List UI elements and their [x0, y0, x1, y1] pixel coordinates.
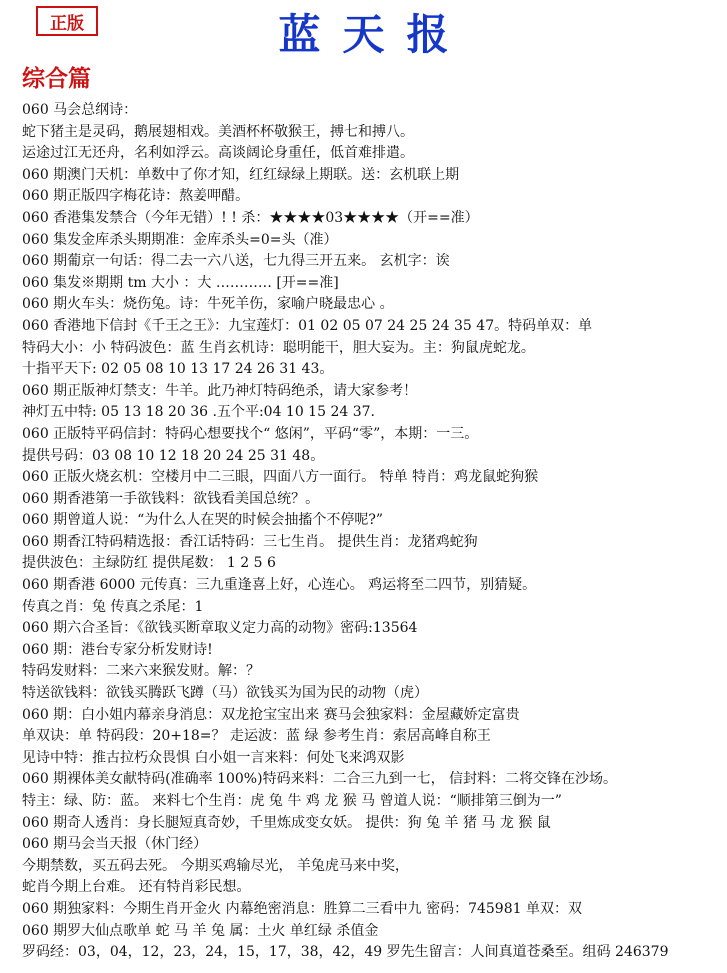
- text-line: 蛇肖今期上台难。 还有特肖彩民想。: [22, 879, 251, 896]
- text-line: 060 期火车头：烧伤兔。诗：牛死羊伤，家喻户晓最忠心 。: [22, 296, 394, 313]
- text-line: 特送欲钱料：欲钱买腾跃飞蹲（马）欲钱买为国为民的动物（虎）: [22, 685, 428, 702]
- text-line: 060 期独家料：今期生肖开金火 内幕绝密消息：胜算二三看中九 密码：745981 单双：双: [22, 900, 582, 917]
- text-line: 提供号码：03 08 10 12 18 20 24 25 31 48。: [22, 447, 325, 464]
- text-line: 特码大小：小 特码波色：蓝 生肖玄机诗：聪明能干，胆大妄为。主：狗鼠虎蛇龙。: [22, 339, 535, 356]
- section-heading: 综合篇: [22, 65, 91, 92]
- text-line: 060 期：港台专家分析发财诗!: [22, 641, 213, 658]
- text-line: 单双诀：单 特码段：20+18=？ 走运波：蓝 绿 参考生肖：索居高峰自称王: [22, 728, 491, 745]
- text-line: 见诗中特：推古拉朽众畏惧 白小姐一言来料：何处飞来鸿双影: [22, 749, 405, 766]
- text-line: 060 期香港第一手欲钱料：欲钱看美国总统？。: [22, 490, 320, 507]
- text-line: 060 期正版四字梅花诗：熬姜呷醋。: [22, 188, 250, 205]
- text-line: 060 集发※期期 tm 大小 ：大 ………… [开==准]: [22, 274, 339, 291]
- text-line: 十指平天下: 02 05 08 10 13 17 24 26 31 43。: [22, 361, 334, 378]
- text-line: 特主：绿、防：蓝。 来料七个生肖：虎 兔 牛 鸡 龙 猴 马 曾道人说：“顺排第三倒为一”: [22, 793, 562, 809]
- text-line: 提供波色：主绿防红 提供尾数： 1 2 5 6: [22, 555, 276, 572]
- text-line: 神灯五中特: 05 13 18 20 36 .五个平:04 10 15 24 37.: [22, 404, 375, 421]
- text-line: 060 期正版神灯禁支：牛羊。此乃神灯特码绝杀，请大家参考！: [22, 382, 418, 399]
- text-line: 今期禁数，买五码去死。 今期买鸡输尽光， 羊兔虎马来中奖，: [22, 857, 409, 874]
- text-line: 060 期罗大仙点歌单 蛇 马 羊 兔 属：土火 单红绿 杀值金: [22, 922, 379, 939]
- text-line: 罗码经：03，04，12，23，24，15，17，38，42，49 罗先生留言：人间真道苍桑至。组码 246379: [22, 944, 669, 961]
- text-line: 蛇下猪主是灵码，鹅展翅相戏。美酒杯杯敬猴王，搏七和搏八。: [22, 123, 414, 140]
- content-lines: [22, 100, 722, 964]
- text-line: 特码发财料：二来六来猴发财。解：？: [22, 663, 260, 680]
- text-line: 运途过江无还舟，名利如浮云。高谈阔论身重任，低首难排遣。: [22, 145, 414, 162]
- text-line: 060 期马会当天报（休门经）: [22, 836, 208, 853]
- text-line: 060 期六合圣旨：《欲钱买断章取义定力高的动物》密码:13564: [22, 620, 418, 637]
- text-line: 060 正版特平码信封：特码心想要找个“ 悠闲”，平码“零”，本期：一三。: [22, 425, 479, 442]
- edition-badge: 正版: [36, 6, 98, 36]
- page-title: 蓝天报: [278, 10, 471, 59]
- text-line: 060 期澳门天机：单数中了你才知，红红绿绿上期联。送：玄机联上期: [22, 166, 460, 183]
- text-line: 060 期曾道人说：“为什么人在哭的时候会抽搐个不停呢?”: [22, 512, 383, 529]
- text-line: 060 期奇人透肖：身长腿短真奇妙，千里炼成变女妖。 提供：狗 兔 羊 猪 马 龙 猴 鼠: [22, 814, 551, 831]
- text-line: 060 期香江特码精选报：香江话特码：三七生肖。 提供生肖：龙猪鸡蛇狗: [22, 533, 478, 550]
- text-line: 060 期：白小姐内幕亲身消息：双龙抢宝宝出来 赛马会独家料：金屋藏娇定富贵: [22, 706, 520, 723]
- text-line: 060 香港集发禁合（今年无错）! ! 杀：★★★★03★★★★（开==准）: [22, 209, 479, 226]
- text-line: 060 期香港 6000 元传真：三九重逢喜上好，心连心。 鸡运将至二四节，别猜疑。: [22, 577, 537, 594]
- text-line: 060 马会总纲诗：: [22, 102, 138, 118]
- text-line: 060 集发金库杀头期期准：金库杀头=0=头（准）: [22, 231, 338, 248]
- text-line: 060 期葡京一句话：得二去一六八送，七九得三开五来。 玄机字：诶: [22, 253, 450, 270]
- text-line: 传真之肖：兔 传真之杀尾：1: [22, 598, 204, 615]
- text-line: 060 期裸体美女献特码(准确率 100%)特码来料：二合三九到一七， 信封料：二将交锋在沙场。: [22, 771, 618, 788]
- text-line: 060 香港地下信封《千王之王》：九宝莲灯：01 02 05 07 24 25 24 35 47。特码单双：单: [22, 317, 593, 334]
- text-line: 060 正版火烧玄机：空楼月中二三眼，四面八方一面行。 特单 特肖：鸡龙鼠蛇狗猴: [22, 469, 539, 486]
